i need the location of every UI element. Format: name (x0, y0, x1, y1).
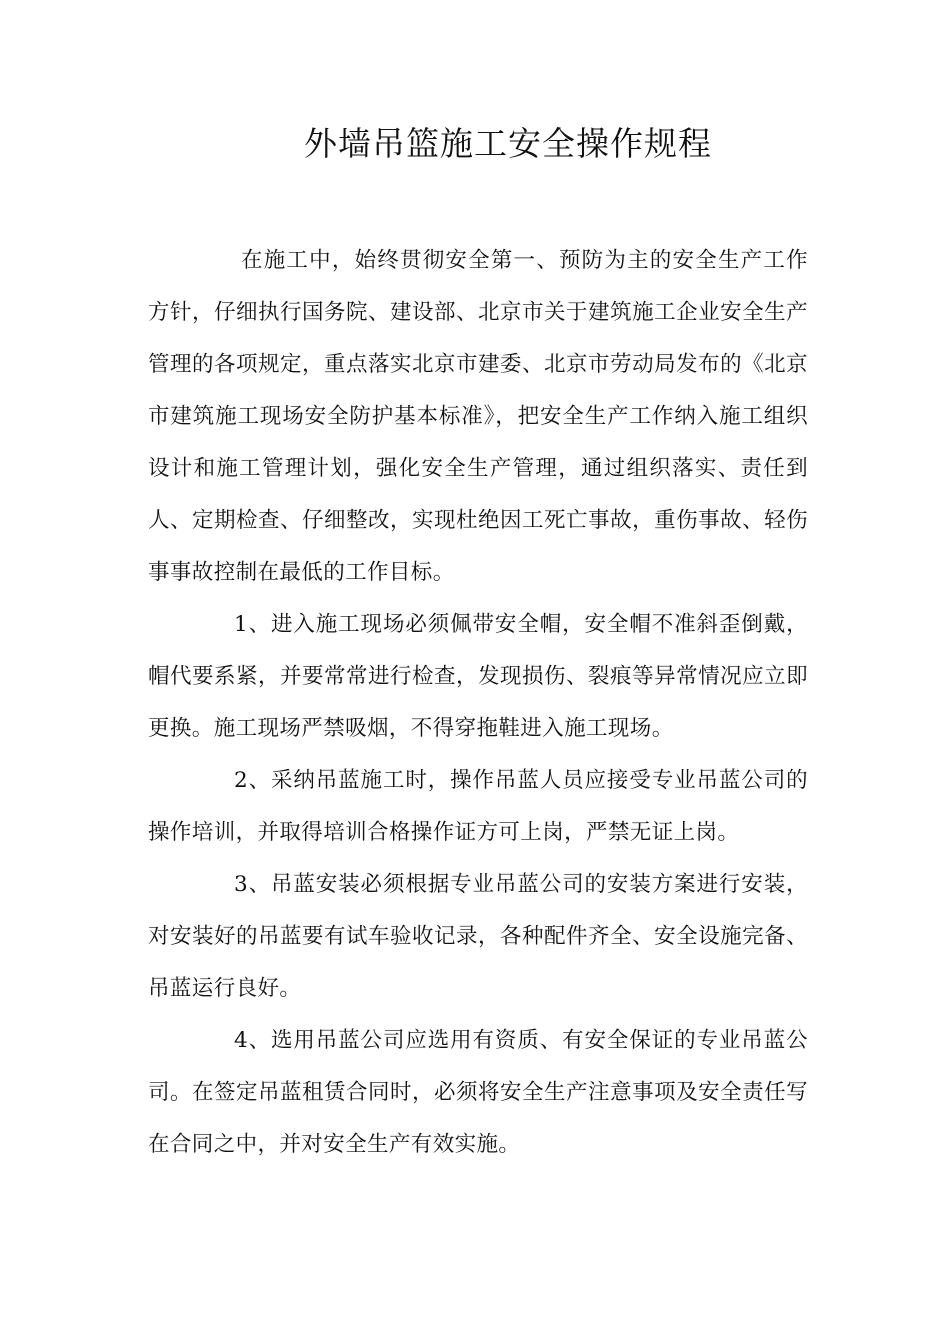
rule-1-paragraph: 1、进入施工现场必须佩带安全帽，安全帽不准斜歪倒戴，帽代要系紧，并要常常进行检查，发现损伤、裂痕等异常情况应立即更换。施工现场严禁吸烟，不得穿拖鞋进入施工现场。 (148, 612, 808, 741)
rule-4-paragraph: 4、选用吊蓝公司应选用有资质、有安全保证的专业吊蓝公司。在签定吊蓝租赁合同时，必须将安全生产注意事项及安全责任写在合同之中，并对安全生产有效实施。 (148, 1028, 808, 1157)
document-title: 外墙吊篮施工安全操作规程 (304, 124, 712, 163)
rule-2-paragraph: 2、采纳吊蓝施工时，操作吊蓝人员应接受专业吊蓝公司的操作培训，并取得培训合格操作证方可上岗，严禁无证上岗。 (148, 768, 808, 845)
intro-paragraph: 在施工中，始终贯彻安全第一、预防为主的安全生产工作方针，仔细执行国务院、建设部、北京市关于建筑施工企业安全生产管理的各项规定，重点落实北京市建委、北京市劳动局发布的《北京市建筑施工现场安全防护基本标准》，把安全生产工作纳入施工组织设计和施工管理计划，强化安全生产管理，通过组织落实、责任到人、定期检查、仔细整改，实现杜绝因工死亡事故，重伤事故、轻伤事事故控制在最低的工作目标。 (148, 248, 808, 585)
rule-3-paragraph: 3、吊蓝安装必须根据专业吊蓝公司的安装方案进行安装，对安装好的吊蓝要有试车验收记录，各种配件齐全、安全设施完备、吊蓝运行良好。 (148, 872, 808, 1001)
document-body (148, 235, 808, 1171)
